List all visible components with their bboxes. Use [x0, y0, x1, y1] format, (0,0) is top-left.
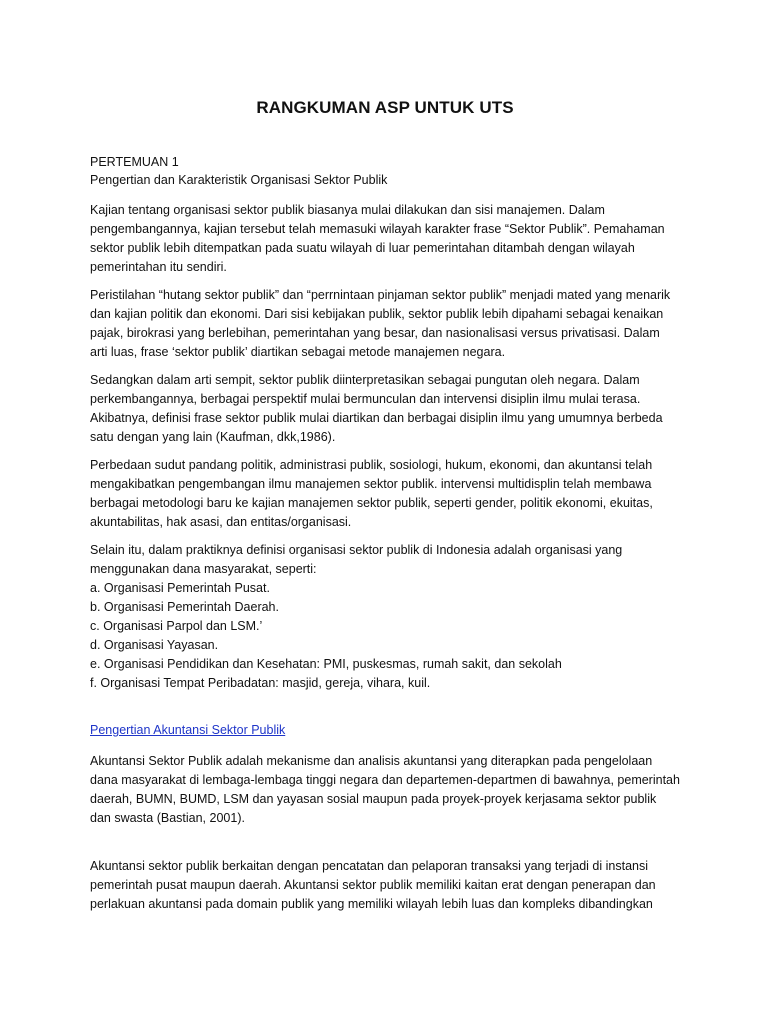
paragraph-gap [90, 837, 680, 857]
section-gap [90, 693, 680, 721]
list-item: d. Organisasi Yayasan. [90, 638, 219, 652]
section2-paragraph-2: Akuntansi sektor publik berkaitan dengan pencatatan dan pelaporan transaksi yang terjadi di instansi pemerintah pusat maupun daerah. Akuntansi sektor publik memiliki kaitan erat dengan penerapan dan perlakuan akuntansi pada domain publik yang memiliki wilayah lebih luas dan kompleks dibandingkan [90, 859, 656, 911]
list-item: f. Organisasi Tempat Peribadatan: masjid, gereja, vihara, kuil. [90, 676, 431, 690]
organization-list [90, 579, 680, 693]
document-content [90, 96, 680, 923]
paragraph-5: Selain itu, dalam praktiknya definisi organisasi sektor publik di Indonesia adalah organisasi yang menggunakan dana masyarakat, seperti: [90, 543, 623, 576]
list-item: b. Organisasi Pemerintah Daerah. [90, 600, 279, 614]
section-link-akuntansi[interactable]: Pengertian Akuntansi Sektor Publik [90, 723, 286, 737]
list-item: e. Organisasi Pendidikan dan Kesehatan: PMI, puskesmas, rumah sakit, dan sekolah [90, 657, 562, 671]
paragraph-1: Kajian tentang organisasi sektor publik biasanya mulai dilakukan dan sisi manajemen. Dalam pengembangannya, kajian tersebut telah memasuki wilayah karakter frase “Sektor Publik”. Pemahaman sektor publik lebih ditempatkan pada suatu wilayah di luar pemerintahan ditambah dengan wilayah pemerintahan itu sendiri. [90, 203, 665, 274]
paragraph-2: Peristilahan “hutang sektor publik” dan “perrnintaan pinjaman sektor publik” menjadi mated yang menarik dan kajian politik dan ekonomi. Dari sisi kebijakan publik, sektor publik lebih dipahami sebagai kenaikan pajak, birokrasi yang berlebihan, pemerintahan yang besar, dan nasionalisasi versus privatisasi. Dalam arti luas, frase ‘sektor publik’ diartikan sebagai metode manajemen negara. [90, 288, 671, 359]
paragraph-4: Perbedaan sudut pandang politik, administrasi publik, sosiologi, hukum, ekonomi, dan akuntansi telah mengakibatkan pengembangan ilmu manajemen sektor publik. intervensi multidisplin telah membawa berbagai metodologi baru ke kajian manajemen sektor publik, seperti gender, politik ekonomi, ekuitas, akuntabilitas, hak asasi, dan entitas/organisasi. [90, 458, 653, 529]
list-item: c. Organisasi Parpol dan LSM.’ [90, 619, 263, 633]
paragraph-3: Sedangkan dalam arti sempit, sektor publik diinterpretasikan sebagai pungutan oleh negara. Dalam perkembangannya, berbagai perspektif mulai bermunculan dan intervensi disiplin ilmu mulai terasa. Akibatnya, definisi frase sektor publik mulai diartikan dan berbagai disiplin ilmu yang umumnya berbeda satu dengan yang lain (Kaufman, dkk,1986). [90, 373, 663, 444]
meeting-subtitle: Pengertian dan Karakteristik Organisasi Sektor Publik [90, 173, 388, 187]
meeting-label: PERTEMUAN 1 [90, 155, 179, 169]
section2-paragraph-1: Akuntansi Sektor Publik adalah mekanisme dan analisis akuntansi yang diterapkan pada pengelolaan dana masyarakat di lembaga-lembaga tinggi negara dan departemen-departmen di bawahnya, pemerintah daerah, BUMN, BUMD, LSM dan yayasan sosial maupun pada proyek-proyek kerjasama sektor publik dan swasta (Bastian, 2001). [90, 754, 680, 825]
document-title: RANGKUMAN ASP UNTUK UTS [256, 98, 514, 117]
list-item: a. Organisasi Pemerintah Pusat. [90, 581, 270, 595]
